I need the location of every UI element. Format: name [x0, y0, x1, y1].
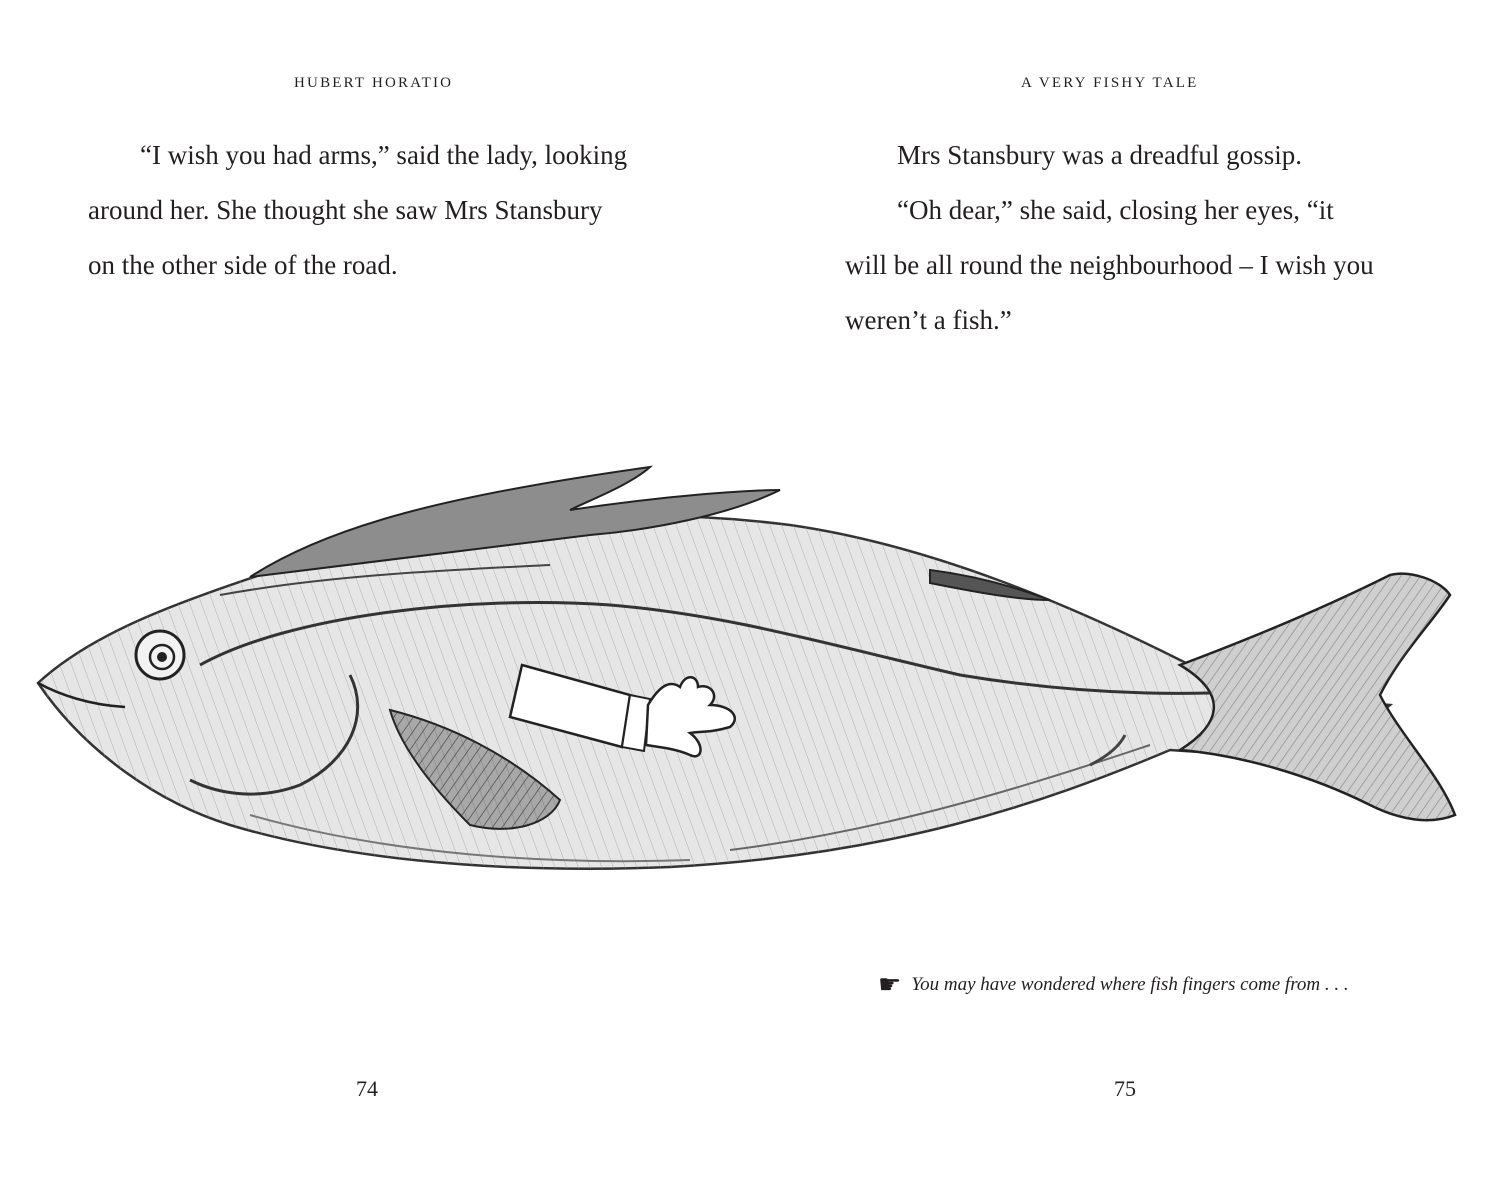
text-line: will be all round the neighbourhood – I wish you — [845, 250, 1374, 280]
text-line: weren’t a fish.” — [845, 305, 1012, 335]
text-line: around her. She thought she saw Mrs Stansbury — [88, 195, 603, 225]
left-page-text — [88, 128, 668, 293]
right-page-text — [845, 128, 1425, 348]
page-turn-teaser — [878, 972, 1349, 998]
page-number-left: 74 — [356, 1076, 378, 1101]
running-head-right: A VERY FISHY TALE — [1021, 75, 1199, 91]
text-line: “I wish you had arms,” said the lady, looking — [140, 140, 628, 170]
text-line: “Oh dear,” she said, closing her eyes, “it — [897, 195, 1334, 225]
pointing-hand-icon: ☛ — [878, 970, 902, 999]
running-head-left: HUBERT HORATIO — [294, 75, 454, 91]
text-line: on the other side of the road. — [88, 250, 398, 280]
fish-illustration — [30, 455, 1470, 915]
text-line: Mrs Stansbury was a dreadful gossip. — [897, 140, 1302, 170]
page-number-right: 75 — [1114, 1076, 1136, 1101]
teaser-text: You may have wondered where fish fingers come from . . . — [911, 974, 1349, 995]
